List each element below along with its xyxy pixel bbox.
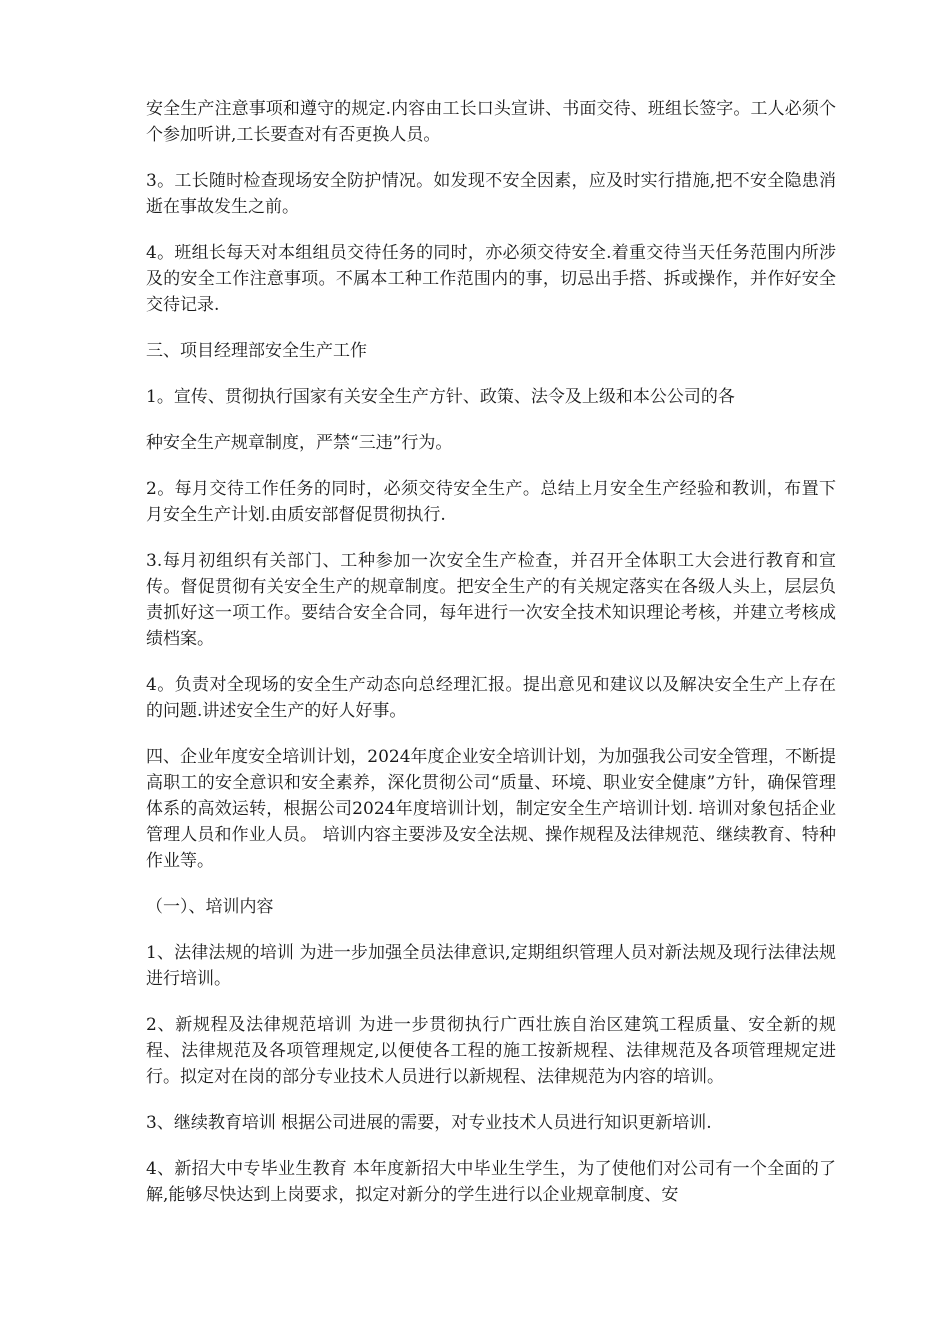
paragraph-project-item-3: 3.每月初组织有关部门、工种参加一次安全生产检查，并召开全体职工大会进行教育和宣传。督促贯彻有关安全生产的规章制度。把安全生产的有关规定落实在各级人头上，层层负责抓好这一项工作。要结合安全合同，每年进行一次安全技术知识理论考核，并建立考核成绩档案。: [146, 551, 836, 649]
paragraph-training-plan: 四、企业年度安全培训计划，2024年度企业安全培训计划，为加强我公司安全管理，不断提高职工的安全意识和安全素养，深化贯彻公司“质量、环境、职业安全健康”方针，确保管理体系的高效运转，根据公司2024年度培训计划，制定安全生产培训计划. 培训对象包括企业管理人员和作业人员。 培训内容主要涉及安全法规、操作规程及法律规范、继续教育、特种作业等。: [146, 747, 836, 871]
paragraph-foreman-inspection: 3。工长随时检查现场安全防护情况。如发现不安全因素，应及时实行措施,把不安全隐患消逝在事故发生之前。: [146, 171, 836, 217]
document-body: [146, 96, 836, 1228]
paragraph-project-item-1a: 1。宣传、贯彻执行国家有关安全生产方针、政策、法令及上级和本公公司的各: [146, 387, 735, 407]
paragraph-training-item-1: 1、法律法规的培训 为进一步加强全员法律意识,定期组织管理人员对新法规及现行法律法规进行培训。: [146, 943, 836, 989]
paragraph-project-item-2: 2。每月交待工作任务的同时，必须交待安全生产。总结上月安全生产经验和教训，布置下月安全生产计划.由质安部督促贯彻执行.: [146, 479, 836, 525]
paragraph-project-item-4: 4。负责对全现场的安全生产动态向总经理汇报。提出意见和建议以及解决安全生产上存在的问题.讲述安全生产的好人好事。: [146, 675, 836, 721]
paragraph-training-item-2: 2、新规程及法律规范培训 为进一步贯彻执行广西壮族自治区建筑工程质量、安全新的规程、法律规范及各项管理规定,以便使各工程的施工按新规程、法律规范及各项管理规定进行。拟定对在岗的部分专业技术人员进行以新规程、法律规范为内容的培训。: [146, 1015, 836, 1087]
paragraph-team-leader-duties: 4。班组长每天对本组组员交待任务的同时，亦必须交待安全.着重交待当天任务范围内所涉及的安全工作注意事项。不属本工种工作范围内的事，切忌出手搭、拆或操作，并作好安全交待记录.: [146, 243, 836, 315]
paragraph-training-item-3: 3、继续教育培训 根据公司进展的需要，对专业技术人员进行知识更新培训.: [146, 1113, 712, 1133]
section-heading-project-dept: 三、项目经理部安全生产工作: [146, 341, 367, 361]
paragraph-training-item-4: 4、新招大中专毕业生教育 本年度新招大中毕业生学生，为了使他们对公司有一个全面的了解,能够尽快达到上岗要求，拟定对新分的学生进行以企业规章制度、安: [146, 1159, 836, 1205]
paragraph-safety-rules: 安全生产注意事项和遵守的规定.内容由工长口头宣讲、书面交待、班组长签字。工人必须个个参加听讲,工长要查对有否更换人员。: [146, 99, 836, 145]
paragraph-project-item-1b: 种安全生产规章制度，严禁“三违”行为。: [146, 433, 453, 453]
section-heading-training-content: （一）、培训内容: [146, 897, 274, 917]
